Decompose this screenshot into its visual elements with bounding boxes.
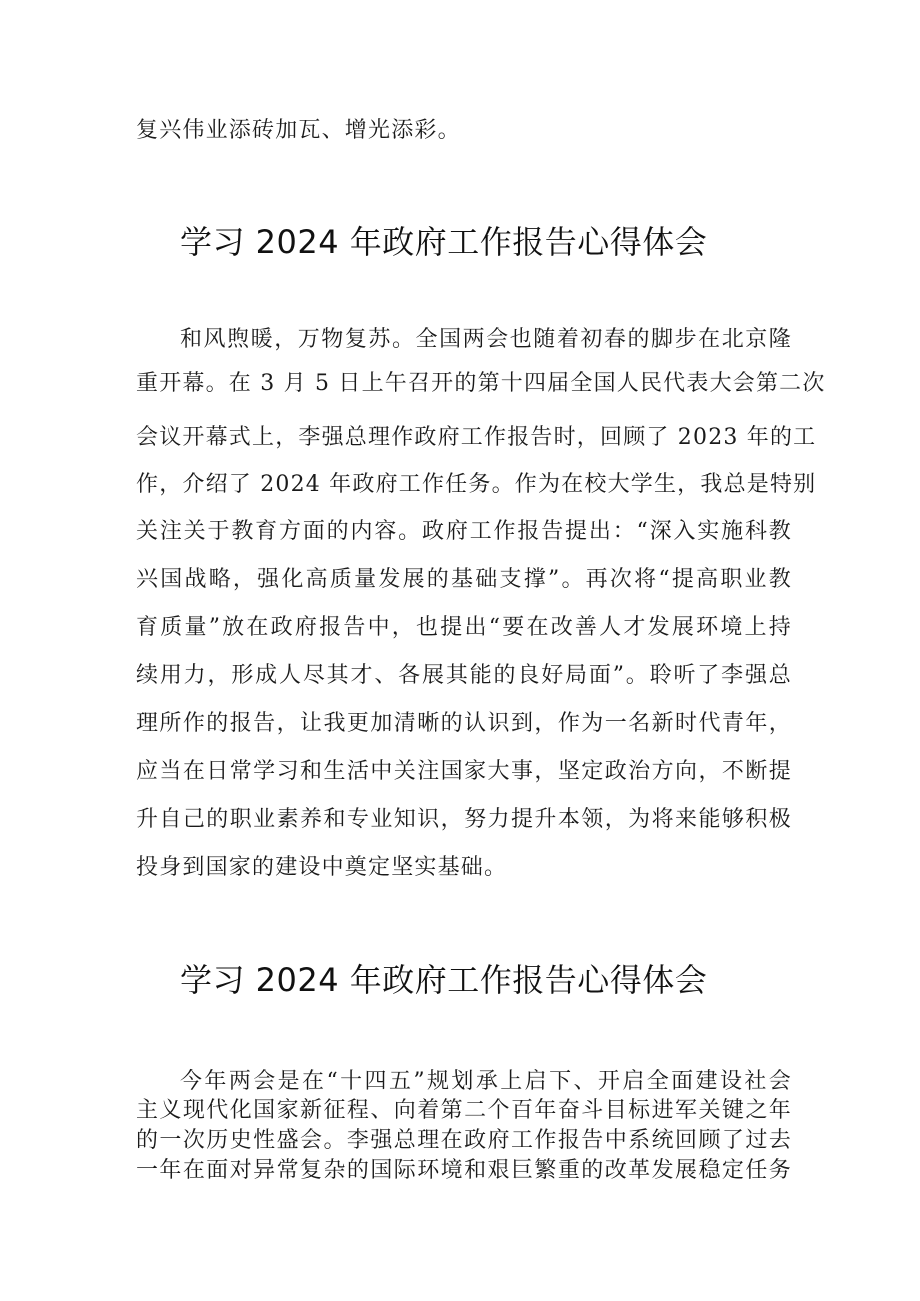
paragraph-line: 重开幕。在 3 月 5 日上午召开的第十四届全国人民代表大会第二次 [136,371,826,396]
paragraph-line: 和风煦暖，万物复苏。全国两会也随着初春的脚步在北京隆 [180,327,792,352]
paragraph-line: 育质量”放在政府报告中，也提出“要在改善人才发展环境上持 [136,615,792,640]
paragraph-line: 升自己的职业素养和专业知识，努力提升本领，为将来能够积极 [136,807,792,832]
paragraph-line: 会议开幕式上，李强总理作政府工作报告时，回顾了 2023 年的工 [136,425,817,450]
paragraph-line: 理所作的报告，让我更加清晰的认识到，作为一名新时代青年， [136,711,792,736]
paragraph-line: 关注关于教育方面的内容。政府工作报告提出：“深入实施科教 [136,519,792,544]
paragraph-line: 一年在面对异常复杂的国际环境和艰巨繁重的改革发展稳定任务 [136,1158,792,1183]
paragraph-line: 兴国战略，强化高质量发展的基础支撑”。再次将“提高职业教 [136,567,792,592]
paragraph-line: 续用力，形成人尽其才、各展其能的良好局面”。聆听了李强总 [136,663,792,688]
paragraph-line: 投身到国家的建设中奠定坚实基础。 [136,855,508,880]
paragraph-line: 的一次历史性盛会。李强总理在政府工作报告中系统回顾了过去 [136,1128,792,1153]
continued-paragraph-line: 复兴伟业添砖加瓦、增光添彩。 [136,118,461,143]
paragraph-line: 主义现代化国家新征程、向着第二个百年奋斗目标进军关键之年 [136,1098,792,1123]
paragraph-line: 今年两会是在“十四五”规划承上启下、开启全面建设社会 [180,1069,792,1094]
paragraph-line: 应当在日常学习和生活中关注国家大事，坚定政治方向，不断提 [136,759,792,784]
section-title: 学习 2024 年政府工作报告心得体会 [180,223,708,261]
section-title: 学习 2024 年政府工作报告心得体会 [180,961,708,999]
paragraph-line: 作，介绍了 2024 年政府工作任务。作为在校大学生，我总是特别 [136,472,817,497]
